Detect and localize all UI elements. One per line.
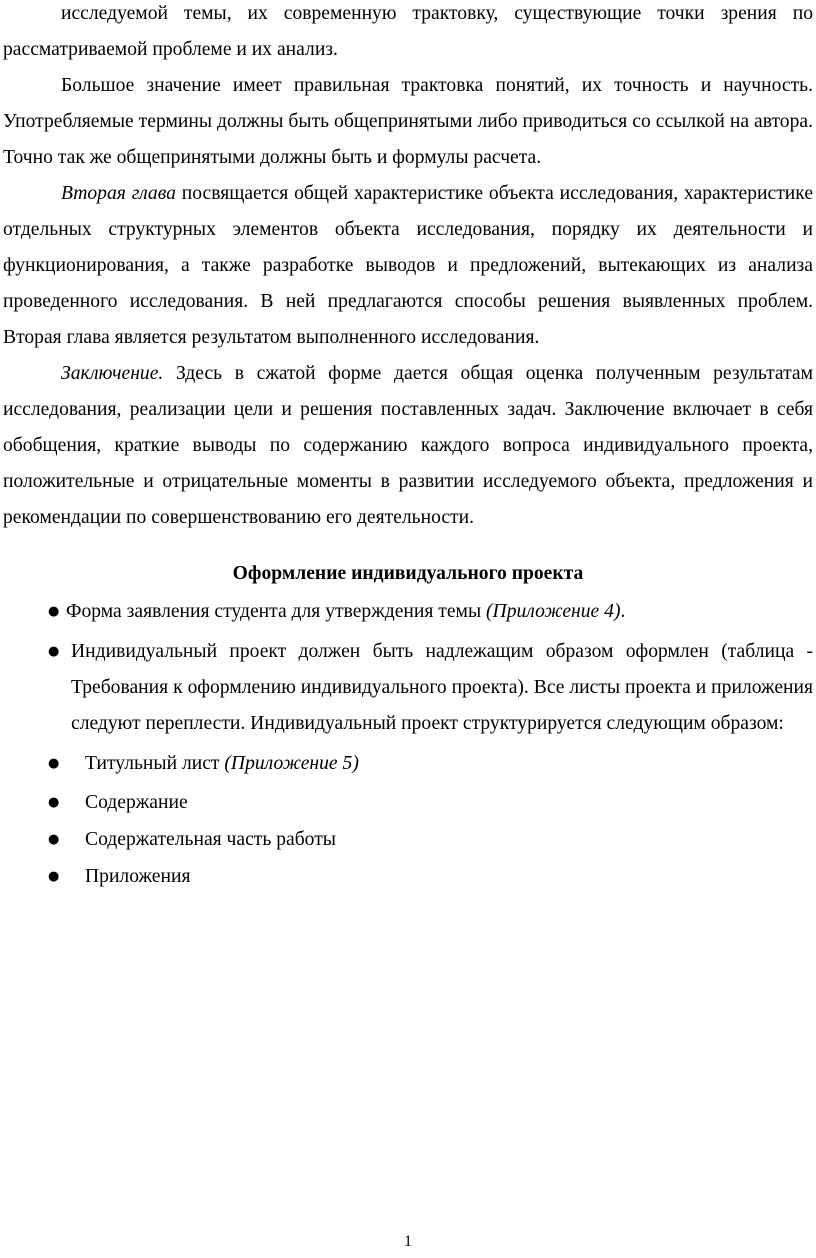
- bullet-icon: ●: [48, 832, 60, 847]
- paragraph-topic-analysis: [3, 0, 813, 68]
- list-item: [0, 822, 816, 858]
- paragraph-text: исследуемой темы, их современную трактовку, существующие точки зрения по рассматриваемой проблеме и их анализ.: [3, 3, 813, 60]
- paragraph-text: Большое значение имеет правильная трактовка понятий, их точность и научность. Употребляемые термины должны быть общепринятыми либо приводиться со ссылкой на автора. Точно так же общепринятыми должны быть и формулы расчета.: [3, 75, 813, 168]
- list-item-italic: (Приложение 4): [486, 601, 621, 622]
- bullet-icon: ●: [48, 756, 60, 771]
- paragraph-terminology: [3, 68, 813, 176]
- paragraph-lead-italic: Заключение.: [61, 363, 164, 384]
- list-item: [0, 594, 816, 630]
- list-item-text: [85, 859, 816, 895]
- list-item-text: [85, 822, 816, 858]
- list-item-text: [85, 785, 816, 821]
- paragraph-conclusion: [3, 356, 813, 536]
- paragraph-text: посвящается общей характеристике объекта исследования, характеристике отдельных структурных элементов объекта исследования, порядку их деятельности и функционирования, а также разработке выводов и предложений, вытекающих из анализа проведенного исследования. В ней предлагаются способы решения выявленных проблем. Вторая глава является результатом выполненного исследования.: [3, 183, 814, 348]
- list-item-label: Содержательная часть работы: [85, 829, 336, 850]
- list-item-label: Форма заявления студента для утверждения темы: [66, 601, 487, 622]
- paragraph-text: Здесь в сжатой форме дается общая оценка полученным результатам исследования, реализации цели и решения поставленных задач. Заключение включает в себя обобщения, краткие выводы по содержанию каждого вопроса индивидуального проекта, положительные и отрицательные моменты в развитии исследуемого объекта, предложения и рекомендации по совершенствованию его деятельности.: [3, 363, 813, 528]
- list-item-label: Приложения: [85, 866, 191, 887]
- paragraph-lead-italic: Вторая глава: [61, 183, 176, 204]
- list-item-italic: (Приложение 5): [224, 753, 359, 774]
- bullet-icon: ●: [48, 604, 60, 619]
- list-item: [0, 859, 816, 895]
- page-number: 1: [404, 1233, 412, 1250]
- bullet-icon: ●: [48, 795, 60, 810]
- list-item: [0, 746, 816, 782]
- list-item-label: Индивидуальный проект должен быть надлежащим образом оформлен (таблица - Требования к оформлению индивидуального проекта). Все листы проекта и приложения следуют переплести. Индивидуальный проект структурируется следующим образом:: [71, 641, 813, 734]
- list-item: [0, 785, 816, 821]
- list-item: [0, 634, 816, 742]
- list-item-text: [71, 634, 816, 742]
- bullet-icon: ●: [48, 869, 60, 884]
- body-text: [3, 0, 813, 536]
- list-item-label: Содержание: [85, 792, 188, 813]
- list-item-text: [66, 594, 816, 630]
- section-heading: Оформление индивидуального проекта: [232, 563, 584, 584]
- bullet-list: [0, 594, 816, 895]
- list-item-text: [85, 746, 816, 782]
- paragraph-second-chapter: [3, 176, 813, 356]
- list-item-label: Титульный лист: [85, 753, 225, 774]
- bullet-icon: ●: [48, 644, 60, 659]
- list-item-tail: .: [620, 601, 626, 622]
